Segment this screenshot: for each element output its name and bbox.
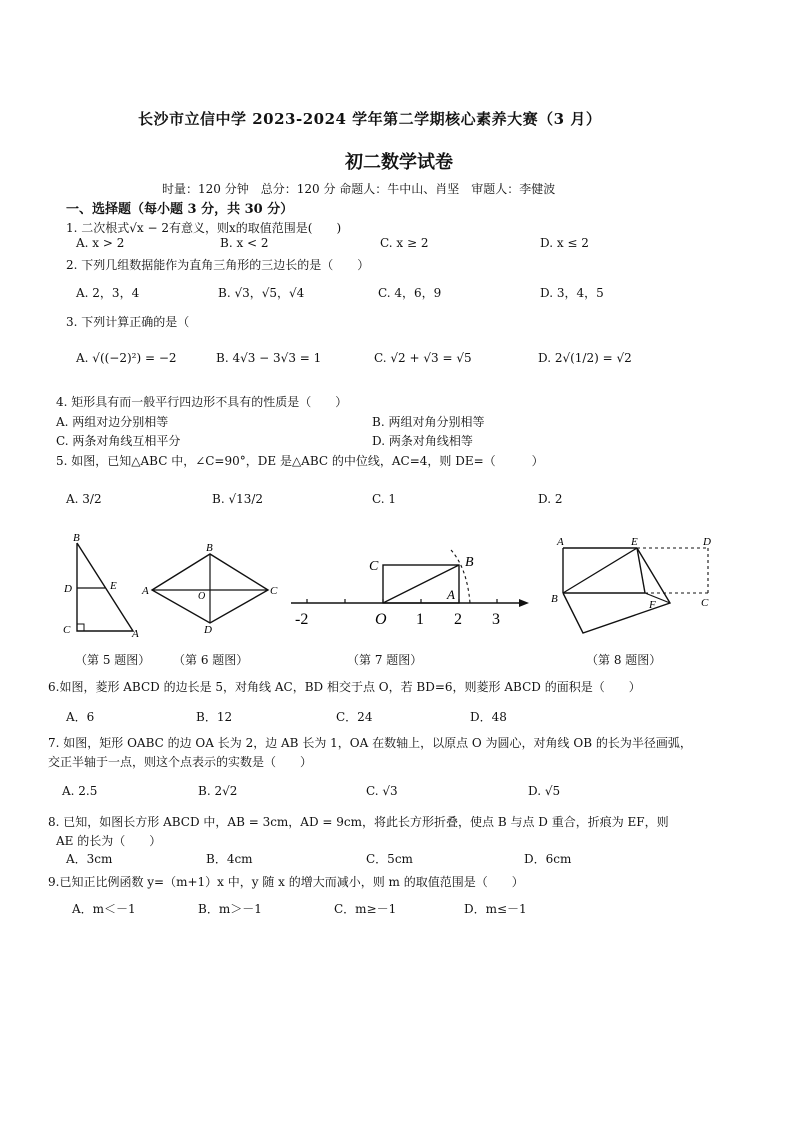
q3-stem: 3. 下列计算正确的是（: [66, 315, 190, 329]
fig5-triangle: [77, 543, 133, 631]
q1-option-b: B. x < 2: [220, 236, 269, 250]
q4-option-c: C. 两条对角线互相平分: [56, 434, 181, 448]
figure-8: [545, 535, 725, 640]
fig6-label-a: A: [142, 585, 149, 597]
fig5-label-c: C: [63, 624, 71, 636]
fig5-label-e: E: [110, 580, 117, 592]
fig8-segment-be: [563, 548, 637, 593]
fig5-label-b: B: [73, 532, 80, 544]
q3-option-a: A. √((−2)²) = −2: [76, 351, 177, 365]
q5-option-d: D. 2: [538, 492, 563, 506]
fig8-label-f: F: [649, 599, 656, 611]
q5-stem: 5. 如图，已知△ABC 中，∠C=90°，DE 是△ABC 的中位线，AC=4，则 DE=（ ）: [56, 454, 544, 468]
q4-stem: 4. 矩形具有而一般平行四边形不具有的性质是（ ）: [56, 395, 348, 409]
q8-option-a: A．3cm: [66, 852, 113, 866]
q8-option-d: D．6cm: [524, 852, 572, 866]
q6-stem: 6.如图，菱形 ABCD 的边长是 5，对角线 AC，BD 相交于点 O，若 BD=6，则菱形 ABCD 的面积是（ ）: [48, 680, 641, 694]
fig5-label-d: D: [64, 583, 72, 595]
q7-option-a: A. 2.5: [62, 784, 98, 798]
fig7-label-c: C: [369, 559, 379, 574]
q1-option-c: C. x ≥ 2: [380, 236, 429, 250]
q9-option-c: C．m≥－1: [334, 902, 397, 916]
figure-6: [140, 542, 290, 636]
figure-7: [285, 548, 540, 633]
fig7-tick-2: 2: [454, 611, 462, 628]
fig8-label-d: D: [703, 536, 711, 548]
fig5-label-a: A: [132, 628, 139, 640]
q9-option-b: B．m＞－1: [198, 902, 262, 916]
q5-option-a: A. 3/2: [66, 492, 102, 506]
q7-option-b: B. 2√2: [198, 784, 238, 798]
q1-option-a: A. x > 2: [76, 236, 125, 250]
fig6-label-c: C: [270, 585, 278, 597]
fig6-label-b: B: [206, 542, 213, 554]
fig7-label-b: B: [465, 555, 474, 570]
fig8-label-a: A: [557, 536, 564, 548]
exam-title: 长沙市立信中学 2023-2024 学年第二学期核心素养大赛（3 月）: [138, 110, 602, 128]
q6-option-c: C．24: [336, 710, 373, 724]
q1-stem: 1. 二次根式√x − 2有意义，则x的取值范围是( ): [66, 221, 342, 235]
fig5-right-angle: [77, 624, 84, 631]
fig6-label-o: O: [198, 591, 206, 602]
fig8-label-c: C: [701, 597, 709, 609]
fig7-tick-neg2: -2: [295, 611, 309, 628]
q3-option-d: D. 2√(1/2) = √2: [538, 351, 632, 365]
q7-stem-line2: 交正半轴于一点，则这个点表示的实数是（ ）: [48, 755, 313, 769]
fig7-caption: （第 7 题图）: [347, 653, 423, 667]
q7-stem-line1: 7. 如图，矩形 OABC 的边 OA 长为 2，边 AB 长为 1，OA 在数轴上，以原点 O 为圆心，对角线 OB 的长为半径画弧，: [48, 736, 692, 750]
fig6-caption: （第 6 题图）: [173, 653, 249, 667]
fig8-caption: （第 8 题图）: [586, 653, 662, 667]
q8-option-b: B．4cm: [206, 852, 253, 866]
q3-option-c: C. √2 + √3 = √5: [374, 351, 472, 365]
exam-subtitle: 初二数学试卷: [345, 152, 453, 173]
q6-option-d: D．48: [470, 710, 507, 724]
fig5-caption: （第 5 题图）: [75, 653, 151, 667]
q7-option-d: D. √5: [528, 784, 561, 798]
q5-option-b: B. √13/2: [212, 492, 264, 506]
q9-option-d: D．m≤－1: [464, 902, 527, 916]
q4-option-d: D. 两条对角线相等: [372, 434, 473, 448]
q4-option-a: A. 两组对边分别相等: [56, 415, 169, 429]
q2-option-c: C. 4，6，9: [378, 286, 442, 300]
q8-stem-line2: AE 的长为（ ）: [56, 834, 162, 848]
q7-option-c: C. √3: [366, 784, 398, 798]
fig8-label-b: B: [551, 593, 558, 605]
fig7-label-a: A: [447, 587, 455, 602]
fig7-label-o: O: [375, 611, 387, 628]
q6-option-a: A．6: [66, 710, 95, 724]
q2-stem: 2. 下列几组数据能作为直角三角形的三边长的是（ ）: [66, 258, 370, 272]
q8-stem-line1: 8. 已知，如图长方形 ABCD 中，AB = 3cm，AD = 9cm，将此长方形折叠，使点 B 与点 D 重合，折痕为 EF，则: [48, 815, 669, 829]
q4-option-b: B. 两组对角分别相等: [372, 415, 485, 429]
q9-option-a: A．m＜－1: [72, 902, 136, 916]
fig6-label-d: D: [204, 624, 212, 636]
q5-option-c: C. 1: [372, 492, 397, 506]
q1-option-d: D. x ≤ 2: [540, 236, 589, 250]
q3-option-b: B. 4√3 − 3√3 = 1: [216, 351, 322, 365]
q8-option-c: C．5cm: [366, 852, 413, 866]
section-title: 一、选择题（每小题 3 分，共 30 分）: [66, 202, 294, 217]
q2-option-b: B. √3，√5，√4: [218, 286, 305, 300]
q9-stem: 9.已知正比例函数 y=（m+1）x 中，y 随 x 的增大而减小，则 m 的取值范围是（ ）: [48, 875, 524, 889]
fig7-tick-1: 1: [416, 611, 424, 628]
fig8-label-e: E: [631, 536, 638, 548]
fig7-tick-3: 3: [492, 611, 500, 628]
q6-option-b: B．12: [196, 710, 233, 724]
fig7-arrowhead: [519, 599, 529, 607]
exam-meta: 时量：120 分钟 总分：120 分 命题人：牛中山、肖坚 审题人：李健波: [162, 182, 556, 196]
q2-option-d: D. 3，4，5: [540, 286, 604, 300]
q2-option-a: A. 2，3，4: [76, 286, 140, 300]
